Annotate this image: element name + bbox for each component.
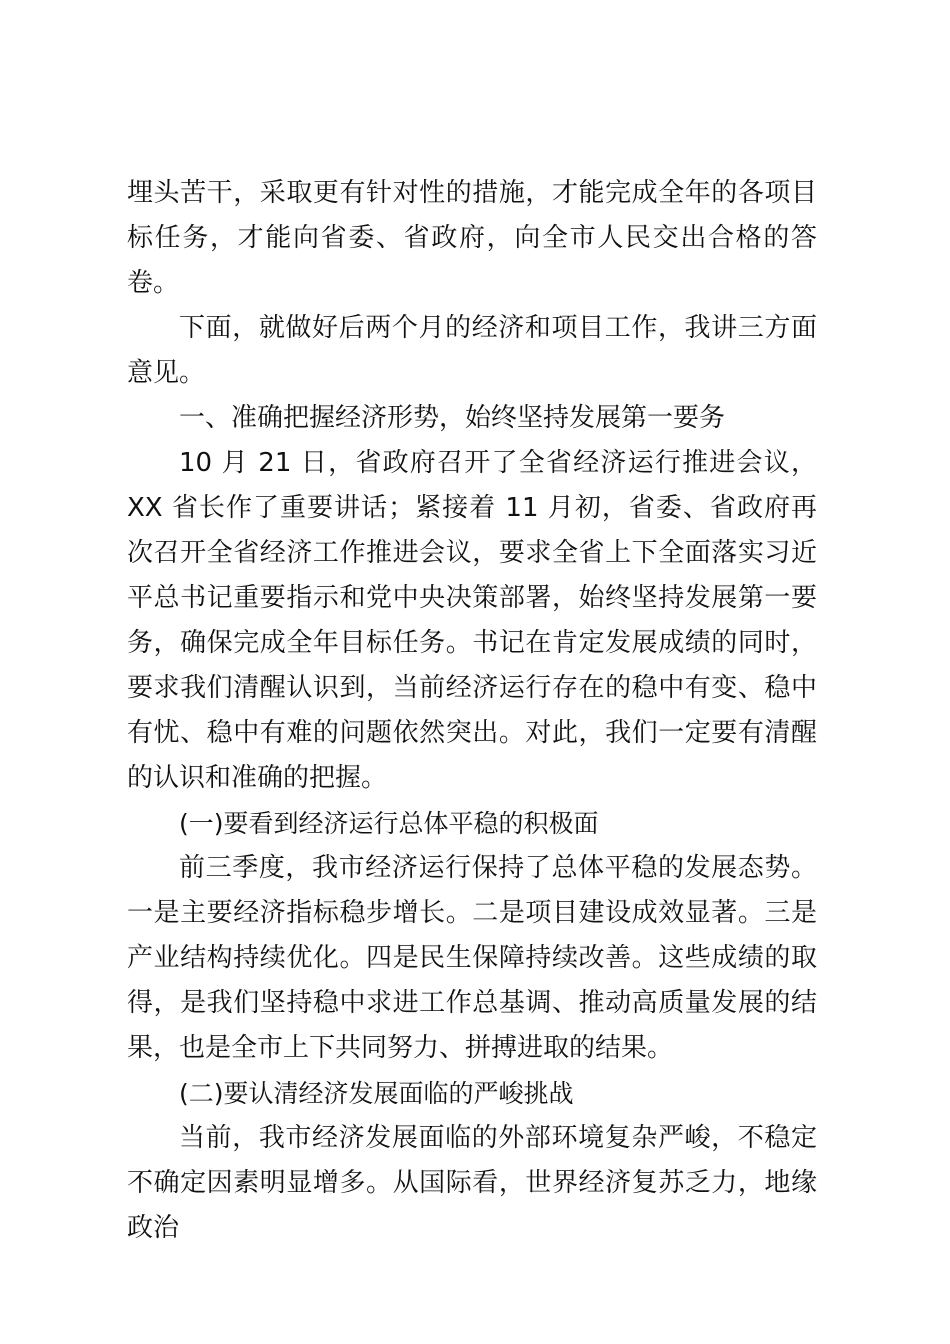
- subsection-heading-2: (二)要认清经济发展面临的严峻挑战: [179, 1079, 574, 1108]
- paragraph-challenges: 当前，我市经济发展面临的外部环境复杂严峻，不稳定不确定因素明显增多。从国际看，世界经济复苏乏力，地缘政治: [127, 1123, 817, 1243]
- paragraph-continuation: 埋头苦干，采取更有针对性的措施，才能完成全年的各项目标任务，才能向省委、省政府，向全市人民交出合格的答卷。: [127, 178, 817, 298]
- paragraph-intro: 下面，就做好后两个月的经济和项目工作，我讲三方面意见。: [127, 313, 817, 388]
- paragraph-achievements: 前三季度，我市经济运行保持了总体平稳的发展态势。一是主要经济指标稳步增长。二是项目建设成效显著。三是产业结构持续优化。四是民生保障持续改善。这些成绩的取得，是我们坚持稳中求进工作总基调、推动高质量发展的结果，也是全市上下共同努力、拼搏进取的结果。: [127, 853, 817, 1063]
- subsection-heading-1: (一)要看到经济运行总体平稳的积极面: [179, 809, 599, 838]
- section-heading-1: 一、准确把握经济形势，始终坚持发展第一要务: [179, 403, 726, 433]
- document-body: [127, 171, 817, 1251]
- paragraph-meeting: 10 月 21 日，省政府召开了全省经济运行推进会议，XX 省长作了重要讲话；紧接着 11 月初，省委、省政府再次召开全省经济工作推进会议，要求全省上下全面落实习近平总书记重要指示和党中央决策部署，始终坚持发展第一要务，确保完成全年目标任务。书记在肯定发展成绩的同时，要求我们清醒认识到，当前经济运行存在的稳中有变、稳中有忧、稳中有难的问题依然突出。对此，我们一定要有清醒的认识和准确的把握。: [127, 448, 817, 793]
